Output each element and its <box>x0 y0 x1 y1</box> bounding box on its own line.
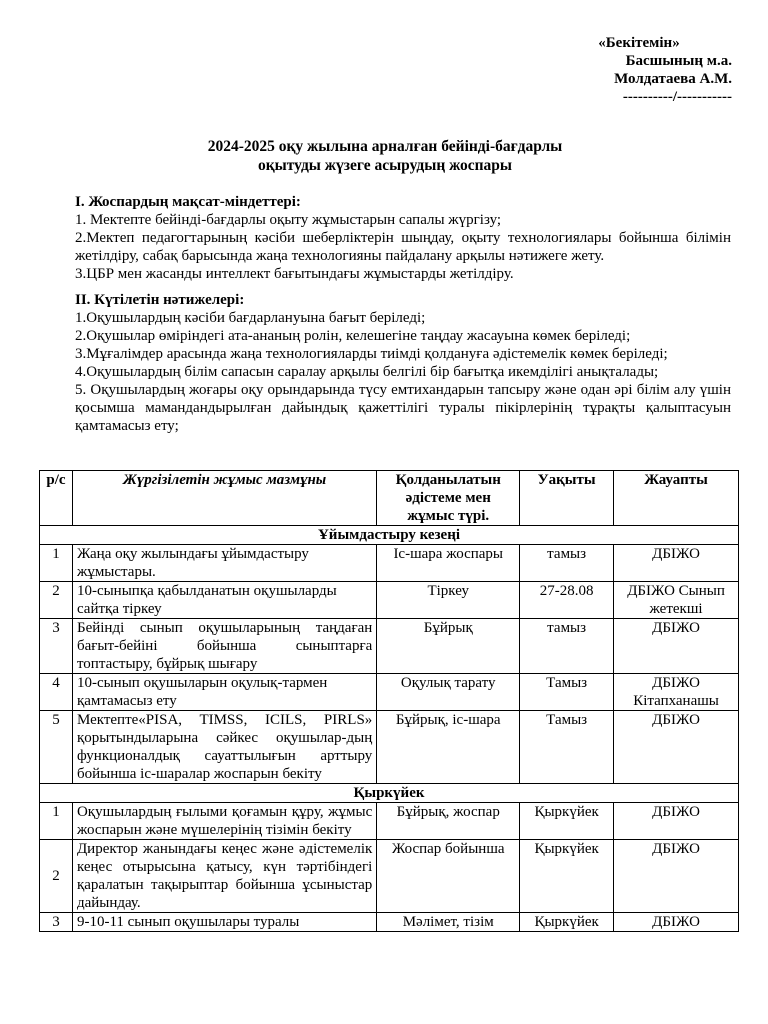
header-content: Жүргізілетін жұмыс мазмұны <box>72 471 376 526</box>
cell-time: 27-28.08 <box>520 582 614 619</box>
cell-responsible: ДБІЖО <box>614 803 739 840</box>
cell-method: Іс-шара жоспары <box>377 545 520 582</box>
section1-heading: I. Жоспардың мақсат-міндеттері: <box>75 194 301 210</box>
cell-num: 1 <box>40 803 73 840</box>
cell-time: Қыркүйек <box>520 913 614 932</box>
cell-method: Оқулық тарату <box>377 674 520 711</box>
table-header-row <box>40 471 739 526</box>
cell-num: 4 <box>40 674 73 711</box>
cell-responsible: ДБІЖО <box>614 619 739 674</box>
table-row <box>40 674 739 711</box>
approval-position: Басшының м.а. <box>625 53 732 69</box>
section1-item: 1. Мектепте бейінді-бағдарлы оқыту жұмыстарын сапалы жүргізу; <box>75 212 502 228</box>
cell-responsible: ДБІЖО <box>614 913 739 932</box>
title-line-1: 2024-2025 оқу жылына арналған бейінді-бағдарлы <box>207 138 563 155</box>
approval-title: «Бекітемін» <box>598 35 680 51</box>
cell-time: тамыз <box>520 619 614 674</box>
section2-heading: II. Күтілетін нәтижелері: <box>75 292 245 308</box>
table-row <box>40 803 739 840</box>
cell-content: 9-10-11 сынып оқушылары туралы <box>72 913 376 932</box>
cell-responsible: ДБІЖО <box>614 840 739 913</box>
cell-time: тамыз <box>520 545 614 582</box>
section2-item: 4.Оқушылардың білім сапасын саралау арқылы белгілі бір бағытқа икемділігі анықталады; <box>75 364 659 380</box>
section2-item: 1.Оқушылардың кәсіби бағдарлануына бағыт беріледі; <box>75 310 426 326</box>
cell-content: 10-сынып оқушыларын оқулық-тармен қамтамасыз ету <box>72 674 376 711</box>
section2-item: 3.Мұғалімдер арасында жаңа технологияларды тиімді қолдануға әдістемелік көмек беріледі; <box>75 346 668 362</box>
header-method: Қолданылатын әдістеме мен жұмыс түрі. <box>377 471 520 526</box>
table-row <box>40 545 739 582</box>
cell-num: 3 <box>40 913 73 932</box>
cell-content: Бейінді сынып оқушыларының таңдаған бағыт-бейіні бойынша сыныптарға топтастыру, бұйрық шығару <box>72 619 376 674</box>
cell-responsible: ДБІЖО <box>614 711 739 784</box>
cell-responsible: ДБІЖО <box>614 545 739 582</box>
cell-time: Қыркүйек <box>520 840 614 913</box>
cell-num: 2 <box>40 840 73 913</box>
section-title: Ұйымдастыру кезеңі <box>40 526 739 545</box>
cell-content: 10-сыныпқа қабылданатын оқушыларды сайтқа тіркеу <box>72 582 376 619</box>
section1-item: 3.ЦБР мен жасанды интеллект бағытындағы жұмыстарды жетілдіру. <box>75 266 514 282</box>
cell-method: Тіркеу <box>377 582 520 619</box>
approval-name: Молдатаева А.М. <box>614 71 732 87</box>
document-body <box>75 193 731 435</box>
cell-content: Жаңа оқу жылындағы ұйымдастыру жұмыстары. <box>72 545 376 582</box>
cell-num: 2 <box>40 582 73 619</box>
document-title <box>38 137 732 175</box>
cell-content: Мектепте«PISA, TIMSS, ICILS, PIRLS» қорытындыларына сәйкес оқушылар-дың функционалдық сауаттылығын арттыру бойынша іс-шаралар жоспарын бекіту <box>72 711 376 784</box>
cell-responsible: ДБІЖО Кітапханашы <box>614 674 739 711</box>
header-time: Уақыты <box>520 471 614 526</box>
cell-method: Бұйрық, іс-шара <box>377 711 520 784</box>
section2-item: 5. Оқушылардың жоғары оқу орындарында түсу емтихандарын тапсыру және одан әрі білім алу үшін қосымша мамандандырылған дайындық қажеттілігі туралы пікірлерінің тұрақты қалыптасуын қамтамасыз ету; <box>75 382 731 434</box>
cell-num: 3 <box>40 619 73 674</box>
cell-time: Тамыз <box>520 674 614 711</box>
cell-time: Тамыз <box>520 711 614 784</box>
table-row <box>40 913 739 932</box>
cell-method: Мәлімет, тізім <box>377 913 520 932</box>
approval-block <box>532 34 732 106</box>
header-responsible: Жауапты <box>614 471 739 526</box>
header-num: р/с <box>40 471 73 526</box>
cell-content: Директор жанындағы кеңес және әдістемелік кеңес отырысына қатысу, күн тәртібіндегі қаралатын тақырыптар бойынша ұсыныстар дайындау. <box>72 840 376 913</box>
table-row <box>40 711 739 784</box>
cell-method: Бұйрық <box>377 619 520 674</box>
plan-table <box>39 470 739 932</box>
section1-item: 2.Мектеп педагогтарының кәсіби шеберліктерін шыңдау, оқыту технологиялары бойынша білімін жетілдіру, сабақ барысында жаңа технологияны пайдалану арқылы нәтижеге жету. <box>75 230 731 264</box>
table-section-row <box>40 784 739 803</box>
table-row <box>40 582 739 619</box>
section-title: Қыркүйек <box>40 784 739 803</box>
cell-method: Жоспар бойынша <box>377 840 520 913</box>
cell-method: Бұйрық, жоспар <box>377 803 520 840</box>
table-row <box>40 619 739 674</box>
section2-item: 2.Оқушылар өміріндегі ата-ананың ролін, келешегіне таңдау жасауына көмек беріледі; <box>75 328 631 344</box>
table-section-row <box>40 526 739 545</box>
cell-time: Қыркүйек <box>520 803 614 840</box>
approval-signature-line: ----------/----------- <box>622 89 732 105</box>
cell-num: 5 <box>40 711 73 784</box>
title-line-2: оқытуды жүзеге асырудың жоспары <box>257 157 513 174</box>
cell-responsible: ДБІЖО Сынып жетекші <box>614 582 739 619</box>
table-row <box>40 840 739 913</box>
cell-num: 1 <box>40 545 73 582</box>
cell-content: Оқушылардың ғылыми қоғамын құру, жұмыс жоспарын және мүшелерінің тізімін бекіту <box>72 803 376 840</box>
